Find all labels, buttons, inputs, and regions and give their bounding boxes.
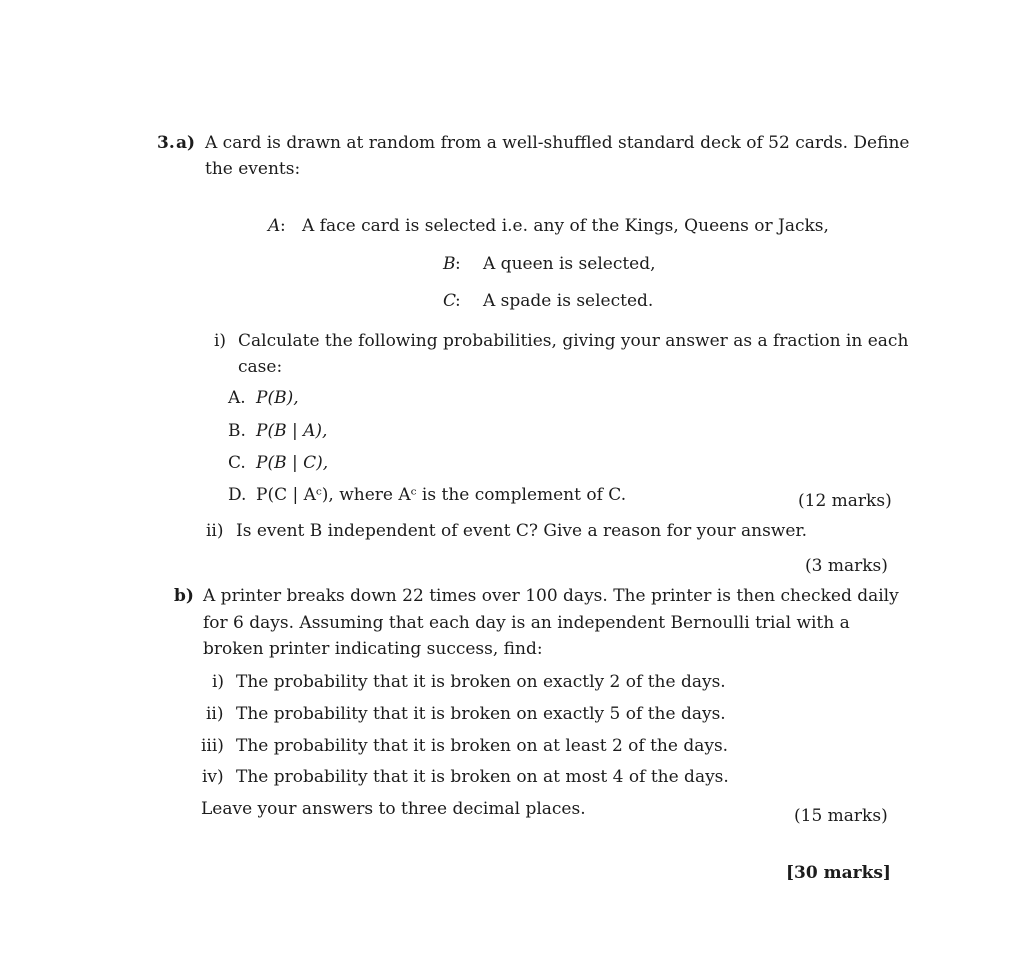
part-b-intro-line3: broken printer indicating success, find: [203, 639, 543, 659]
item-label: A. [228, 388, 246, 408]
event-b-name: B [443, 254, 456, 274]
part-b-intro-line1: A printer breaks down 22 times over 100 days. The printer is then checked daily [203, 586, 899, 606]
sub-i-marks: (12 marks) [798, 491, 892, 511]
event-a-name: A [268, 216, 281, 236]
event-a-sep: : [280, 216, 286, 236]
sub-i-label: i) [214, 331, 227, 351]
part-a-label: a) [176, 133, 196, 153]
item-label: D. [228, 485, 247, 505]
part-b-marks: (15 marks) [794, 806, 888, 826]
part-a-intro-line2: the events: [205, 159, 301, 179]
sub-i-text-line1: Calculate the following probabilities, giving your answer as a fraction in each [238, 331, 909, 351]
item-label: C. [228, 453, 246, 473]
total-marks: [30 marks] [786, 863, 891, 883]
part-b-closing: Leave your answers to three decimal places. [201, 799, 586, 819]
item-expr: P(B | C), [256, 453, 329, 473]
item-label: iii) [201, 736, 224, 756]
item-text: The probability that it is broken on at most 4 of the days. [236, 767, 729, 787]
event-b-sep: : [455, 254, 461, 274]
sub-i-text-line2: case: [238, 357, 283, 377]
part-b-label: b) [174, 586, 194, 606]
event-c-sep: : [455, 291, 461, 311]
item-label: B. [228, 421, 246, 441]
item-label: i) [212, 672, 225, 692]
item-label: iv) [202, 767, 224, 787]
event-c-desc: A spade is selected. [483, 291, 654, 311]
sub-ii-text: Is event B independent of event C? Give a reason for your answer. [236, 521, 808, 541]
event-a-desc: A face card is selected i.e. any of the Kings, Queens or Jacks, [302, 216, 829, 236]
sub-ii-marks: (3 marks) [805, 556, 888, 576]
item-text: The probability that it is broken on at least 2 of the days. [236, 736, 729, 756]
sub-ii-label: ii) [206, 521, 224, 541]
part-a-intro-line1: A card is drawn at random from a well-shuffled standard deck of 52 cards. Define [205, 133, 910, 153]
question-number: 3. [157, 133, 175, 153]
item-text: The probability that it is broken on exactly 2 of the days. [236, 672, 726, 692]
item-text: The probability that it is broken on exactly 5 of the days. [236, 704, 726, 724]
item-expr: P(B | A), [256, 421, 328, 441]
item-expr: P(B), [256, 388, 299, 408]
event-b-desc: A queen is selected, [483, 254, 656, 274]
item-label: ii) [206, 704, 224, 724]
event-c-name: C [443, 291, 457, 311]
item-expr: P(C | Aᶜ), where Aᶜ is the complement of C. [256, 485, 627, 505]
part-b-intro-line2: for 6 days. Assuming that each day is an independent Bernoulli trial with a [203, 613, 850, 633]
